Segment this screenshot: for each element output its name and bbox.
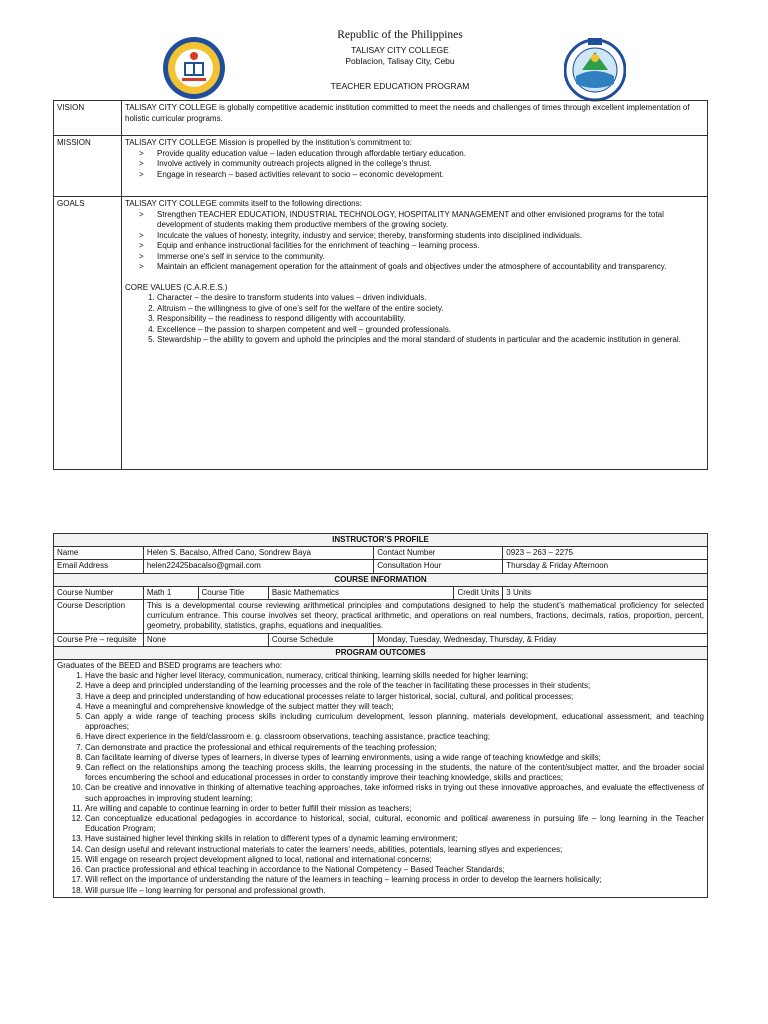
list-item: 18. Will pursue life – long learning for personal and professional growth. xyxy=(85,886,704,896)
list-item: > Engage in research – based activities relevant to socio – economic development. xyxy=(139,170,704,181)
email-label: Email Address xyxy=(54,560,144,573)
list-item: 3. Responsibility – the readiness to respond diligently with accountability. xyxy=(157,314,704,325)
list-item: > Immerse one’s self in service to the community. xyxy=(139,252,704,263)
list-item: 9. Can reflect on the relationships among the teaching process skills, the learning processing in the students, the nature of the content/subject matter, and the broader social forces encumbering the school and educational processes in order to constantly improve their teaching knowledge, skills and practices; xyxy=(85,763,704,783)
mission-intro: TALISAY CITY COLLEGE Mission is propelled by the institution’s commitment to: xyxy=(125,138,412,147)
credit-units-label: Credit Units xyxy=(454,586,503,599)
list-item: 5. Can apply a wide range of teaching process skills including curriculum development, lesson planning, materials development, educational assessment, and teaching approaches; xyxy=(85,712,704,732)
prerequisite-label: Course Pre – requisite xyxy=(54,633,144,646)
program-outcomes-cell xyxy=(54,660,708,898)
course-information-heading: COURSE INFORMATION xyxy=(54,573,708,586)
goals-cell xyxy=(122,197,708,470)
list-item: 8. Can facilitate learning of diverse types of learners, in diverse types of learning environments, using a wide range of teaching knowledge and skills; xyxy=(85,753,704,763)
core-values-list xyxy=(125,293,704,346)
outcomes-list xyxy=(57,671,704,895)
city-seal-logo xyxy=(564,36,626,102)
mission-cell xyxy=(122,136,708,197)
list-item: 15. Will engage on research project development aligned to local, national and international concerns; xyxy=(85,855,704,865)
name-value: Helen S. Bacalso, Alfred Cano, Sondrew Baya xyxy=(143,547,373,560)
list-item: 7. Can demonstrate and practice the professional and ethical requirements of the teaching profession; xyxy=(85,743,704,753)
program-title: TEACHER EDUCATION PROGRAM xyxy=(330,81,470,91)
list-item: 5. Stewardship – the ability to govern and uphold the principles and the moral standard of students in particular and the academic institution in general. xyxy=(157,335,704,346)
list-item: > Strengthen TEACHER EDUCATION, INDUSTRIAL TECHNOLOGY, HOSPITALITY MANAGEMENT and other envisioned programs for the total development of students making them productive members of the growing society. xyxy=(139,210,704,231)
list-item: 11. Are willing and capable to continue learning in order to better fulfill their mission as teachers; xyxy=(85,804,704,814)
list-item: > Maintain an efficient management operation for the attainment of goals and objectives under the atmosphere of accountability and transparency. xyxy=(139,262,704,273)
email-value: helen22425bacalso@gmail.com xyxy=(143,560,373,573)
list-item: 1. Have the basic and higher level literacy, communication, numeracy, critical thinking, learning skills needed for higher learning; xyxy=(85,671,704,681)
schedule-value: Monday, Tuesday, Wednesday, Thursday, & Friday xyxy=(374,633,708,646)
list-item: 4. Have a meaningful and comprehensive knowledge of the subject matter they will teach; xyxy=(85,702,704,712)
name-label: Name xyxy=(54,547,144,560)
consultation-label: Consultation Hour xyxy=(374,560,503,573)
contact-label: Contact Number xyxy=(374,547,503,560)
credit-units-value: 3 Units xyxy=(503,586,708,599)
list-item: 16. Can practice professional and ethical teaching in accordance to the National Competency – Based Teacher Standards; xyxy=(85,865,704,875)
list-item: 12. Can conceptualize educational pedagogies in accordance to historical, social, cultural, economic and political awareness in pursuing life – long learning in the Teacher Education Program; xyxy=(85,814,704,834)
course-number-label: Course Number xyxy=(54,586,144,599)
document-header xyxy=(0,0,768,100)
vision-label: VISION xyxy=(54,101,122,136)
list-item: > Inculcate the values of honesty, integrity, industry and service; thereby, transforming students into disciplined individuals. xyxy=(139,231,704,242)
course-number-value: Math 1 xyxy=(143,586,198,599)
list-item: > Equip and enhance instructional facilities for the enrichment of teaching – learning process. xyxy=(139,241,704,252)
list-item: > Provide quality education value – laden education through affordable tertiary education. xyxy=(139,149,704,160)
prerequisite-value: None xyxy=(143,633,268,646)
republic-title: Republic of the Philippines xyxy=(337,29,463,41)
college-address: Poblacion, Talisay City, Cebu xyxy=(345,56,455,66)
list-item: 6. Have direct experience in the field/classroom e. g. classroom observations, teaching assistance, practice teaching; xyxy=(85,732,704,742)
outcomes-intro: Graduates of the BEED and BSED programs are teachers who: xyxy=(57,661,283,671)
list-item: > Involve actively in community outreach projects aligned in the college’s thrust. xyxy=(139,159,704,170)
goals-list xyxy=(125,210,704,273)
course-title-value: Basic Mathematics xyxy=(268,586,454,599)
list-item: 2. Have a deep and principled understanding of the learning processes and the role of the teacher in facilitating these processes in their students; xyxy=(85,681,704,691)
course-description-label: Course Description xyxy=(54,600,144,634)
instructor-course-table xyxy=(53,533,708,898)
goals-label: GOALS xyxy=(54,197,122,470)
college-seal-logo xyxy=(162,36,226,100)
course-title-label: Course Title xyxy=(198,586,268,599)
schedule-label: Course Schedule xyxy=(268,633,373,646)
college-name: TALISAY CITY COLLEGE xyxy=(351,45,449,55)
list-item: 3. Have a deep and principled understanding of how educational processes relate to larger historical, social, cultural, and political processes; xyxy=(85,692,704,702)
list-item: 2. Altruism – the willingness to give of one’s self for the welfare of the entire society. xyxy=(157,304,704,315)
core-values-title: CORE VALUES (C.A.R.E.S.) xyxy=(125,282,228,292)
consultation-value: Thursday & Friday Afternoon xyxy=(503,560,708,573)
vision-text: TALISAY CITY COLLEGE is globally competitive academic institution committed to meet the needs and challenges of times through excellent implementation of holistic curricular programs. xyxy=(122,101,708,136)
list-item: 10. Can be creative and innovative in thinking of alternative teaching approaches, take informed risks in trying out these innovative approaches, and evaluate the effectiveness of such approaches in improving student learning; xyxy=(85,783,704,803)
vision-mission-goals-table xyxy=(53,100,708,470)
contact-value: 0923 – 263 – 2275 xyxy=(503,547,708,560)
list-item: 14. Can design useful and relevant instructional materials to cater the learners’ needs, abilities, potentials, learning stlyes and experiences; xyxy=(85,845,704,855)
list-item: 4. Excellence – the passion to sharpen competent and well – grounded professionals. xyxy=(157,325,704,336)
list-item: 1. Character – the desire to transform students into values – driven individuals. xyxy=(157,293,704,304)
instructor-profile-heading: INSTRUCTOR’S PROFILE xyxy=(54,534,708,547)
list-item: 13. Have sustained higher level thinking skills in relation to different types of a dynamic learning environment; xyxy=(85,834,704,844)
mission-label: MISSION xyxy=(54,136,122,197)
list-item: 17. Will reflect on the importance of understanding the nature of the learners in teaching – learning process in order to develop the learners holisically; xyxy=(85,875,704,885)
course-description-value: This is a developmental course reviewing arithmetical principles and computations designed to help the student’s mathematical proficiency for selected curriculum entrance. This course involves set theory, practical arithmetic, and operations on real numbers, fractions, decimals, ratios, proportion, percent, geometry, probability, statistics, graphs, equations and inequalities. xyxy=(143,600,707,634)
program-outcomes-heading: PROGRAM OUTCOMES xyxy=(54,646,708,659)
mission-list xyxy=(125,149,704,181)
goals-intro: TALISAY CITY COLLEGE commits itself to the following directions: xyxy=(125,199,362,208)
